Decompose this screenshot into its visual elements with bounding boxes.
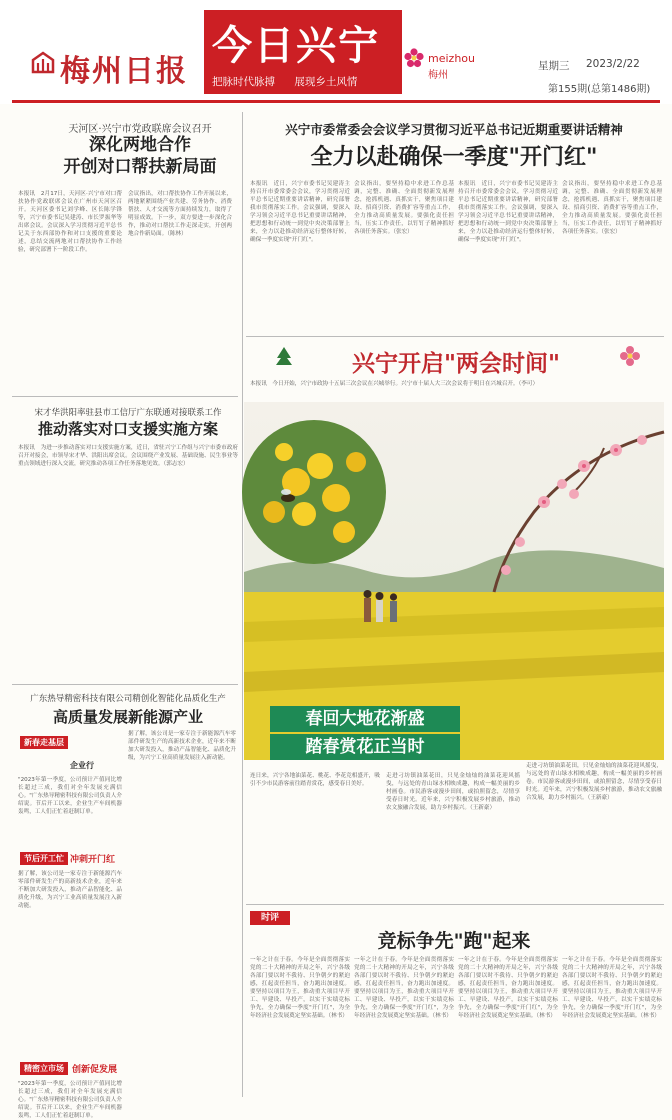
- region-en: meizhou: [428, 52, 475, 65]
- column-label-new-dev: 创新促发展: [72, 1065, 118, 1075]
- column-label-rush: 冲刺开门红: [70, 855, 116, 865]
- article-headline: 竞标争先"跑"起来: [377, 930, 531, 952]
- column-label-precise: 精密立市场: [20, 1062, 68, 1075]
- column-label-enterprise: 企业行: [70, 761, 94, 770]
- slogan-2: 展现乡土风情: [294, 76, 358, 88]
- article-headline: [28, 134, 252, 178]
- article-headline: 全力以赴确保一季度"开门红": [310, 144, 598, 170]
- paper-logo-icon: [30, 50, 56, 76]
- article-headline: 兴宁开启"两会时间": [352, 350, 560, 377]
- article-body: 本报讯 近日，兴宁市委书记吴建涛主持召开市委常委会会议，学习贯彻习近平总书记近期重要讲话精神，研究部署我市贯彻落实工作。会议强调，要深入学习领会习近平总书记重要讲话精神，把思想和行动统一到党中央决策部署上来，全力以赴推动经济运行整体好转，确保一季度实现"开门红"。: [250, 181, 350, 243]
- article-body: 一年之计在于春。今年是全面贯彻落实党的二十大精神的开局之年，兴宁各级各部门要以时不我待、只争朝夕的紧迫感，扛起责任担当，奋力跑出加速度。要坚持以项目为王，推动重大项目早开工、早建设、早投产，以实干实绩竞标争先，全力确保一季度"开门红"，为全年经济社会发展奠定坚实基础。（林书）: [458, 957, 558, 1019]
- article-body: 一年之计在于春。今年是全面贯彻落实党的二十大精神的开局之年，兴宁各级各部门要以时不我待、只争朝夕的紧迫感，扛起责任担当，奋力跑出加速度。要坚持以项目为王，推动重大项目早开工、早建设、早投产，以实干实绩竞标争先，全力确保一季度"开门红"，为全年经济社会发展奠定坚实基础。（林书）: [354, 957, 454, 1019]
- headline-line: 开创对口帮扶新局面: [63, 157, 217, 177]
- section-divider: [12, 396, 238, 397]
- article-body: 本报讯 为进一步推动落实对口支援实施方案，近日，省驻兴宁工作组与兴宁市委市政府召开对接会，市领导宋才华、洪阳出席会议。会议围绕产业发展、基础设施、民生事业等重点领域进行深入交流，研究推动各项工作任务落地见效。（郭志宏）: [18, 445, 238, 467]
- section-divider: [12, 684, 238, 685]
- article-body: 本报讯 2月17日，天河区·兴宁市对口帮扶协作党政联席会议在广州市天河区召开。天河区委书记刘学峰、区长陈学锋等，兴宁市委书记吴建涛、市长罗振华等出席会议。会议深入学习贯彻习近平总书记关于东西部协作和对口支援的重要论述，总结交流两地对口帮扶协作工作经验，研究部署下一阶段工作。: [18, 191, 122, 253]
- article-headline: 高质量发展新能源产业: [52, 708, 203, 726]
- article-body: "2023年第一季度，公司预计产值同比增长超过三成，我们对全年发展充满信心。"广东热导精密科技有限公司负责人介绍说。节后开工以来，企业生产车间机器轰鸣，工人们正忙着赶制订单。: [18, 1081, 122, 1119]
- column-divider: [242, 112, 243, 1097]
- edition-slogans: [212, 74, 373, 89]
- section-divider: [246, 904, 664, 905]
- paper-name: 梅州日报: [60, 54, 188, 89]
- pine-ornament-icon: [272, 344, 296, 368]
- article-headline: 推动落实对口支援实施方案: [37, 420, 218, 438]
- article-body: 本报讯 近日，兴宁市委书记吴建涛主持召开市委常委会会议，学习贯彻习近平总书记近期重要讲话精神，研究部署我市贯彻落实工作。会议强调，要深入学习领会习近平总书记重要讲话精神，把思想和行动统一到党中央决策部署上来，全力以赴推动经济运行整体好转，确保一季度实现"开门红"。: [458, 181, 558, 243]
- column-label-new-year: 新春走基层: [20, 736, 68, 749]
- plum-blossom-icon: [404, 48, 424, 68]
- article-body: 本报讯 今日开始，兴宁市政协十五届三次会议在兴城举行。兴宁市十届人大三次会议将于明日在兴城召开。（李可）: [250, 381, 539, 387]
- article-body: 连日来，兴宁各地油菜花、桃花、李花竞相盛开，吸引不少市民游客前往踏青赏花，感受春日美好。: [250, 773, 380, 787]
- article-body: 一年之计在于春。今年是全面贯彻落实党的二十大精神的开局之年，兴宁各级各部门要以时不我待、只争朝夕的紧迫感，扛起责任担当，奋力跑出加速度。要坚持以项目为王，推动重大项目早开工、早建设、早投产，以实干实绩竞标争先，全力确保一季度"开门红"，为全年经济社会发展奠定坚实基础。（林书）: [250, 957, 350, 1019]
- article-kicker: 兴宁市委常委会会议学习贯彻习近平总书记近期重要讲话精神: [285, 122, 623, 137]
- photo-caption-line: 踏春赏花正当时: [270, 734, 460, 760]
- plum-ornament-icon: [618, 344, 642, 368]
- masthead-rule: [12, 100, 660, 103]
- slogan-1: 把脉时代脉搏: [212, 76, 275, 88]
- section-divider: [246, 336, 664, 337]
- column-label-festival: 节后开工忙: [20, 852, 68, 865]
- headline-line: 深化两地合作: [89, 135, 191, 155]
- article-kicker: 广东热导精密科技有限公司精创化智能化品质化生产: [30, 694, 226, 704]
- masthead: [0, 0, 672, 104]
- region-cn: 梅州: [428, 70, 448, 81]
- issue-date: 2023/2/22: [586, 58, 640, 70]
- feature-photo: [244, 402, 664, 760]
- article-body: 会议指出，对口帮扶协作工作开展以来，两地紧紧围绕产业共建、劳务协作、消费帮扶、人才交流等方面持续发力，取得了明显成效。下一步，双方要进一步深化合作，推动对口帮扶工作走深走实，开创两地合作新局面。（陈林）: [128, 191, 232, 237]
- article-body: 据了解，该公司是一家专注于新能源汽车零部件研发生产的高新技术企业，近年来不断加大研发投入，推动产品智能化、品质化升级，为兴宁工业高质量发展注入新动能。: [128, 731, 236, 761]
- article-body: 走进刁坊镇油菜花田，只见金灿灿的油菜花迎风摇曳，与远处的青山绿水相映成趣，构成一幅美丽的乡村画卷。市民游客或漫步田间，或拍照留念，尽情享受春日时光。近年来，兴宁积极发展乡村旅游，推动农文旅融合发展，助力乡村振兴。（王新豪）: [386, 773, 520, 811]
- article-body: 据了解，该公司是一家专注于新能源汽车零部件研发生产的高新技术企业，近年来不断加大研发投入，推动产品智能化、品质化升级，为兴宁工业高质量发展注入新动能。: [18, 871, 122, 909]
- edition-title: 今日兴宁: [212, 22, 380, 69]
- article-body: 一年之计在于春。今年是全面贯彻落实党的二十大精神的开局之年，兴宁各级各部门要以时不我待、只争朝夕的紧迫感，扛起责任担当，奋力跑出加速度。要坚持以项目为王，推动重大项目早开工、早建设、早投产，以实干实绩竞标争先，全力确保一季度"开门红"，为全年经济社会发展奠定坚实基础。（林书）: [562, 957, 662, 1019]
- article-kicker: 天河区·兴宁市党政联席会议召开: [68, 124, 212, 135]
- article-body: 走进刁坊镇油菜花田，只见金灿灿的油菜花迎风摇曳，与远处的青山绿水相映成趣，构成一幅美丽的乡村画卷。市民游客或漫步田间，或拍照留念，尽情享受春日时光。近年来，兴宁积极发展乡村旅游，推动农文旅融合发展，助力乡村振兴。（王新豪）: [526, 763, 662, 801]
- article-body: 会议指出，要坚持稳中求进工作总基调，完整、准确、全面贯彻新发展理念，抢抓机遇、真抓实干，聚焦项目建设、招商引资、消费扩容等重点工作，全力推动高质量发展。要强化责任担当，压实工作责任，以钉钉子精神抓好各项任务落实。（张宏）: [354, 181, 454, 235]
- photo-caption-line: 春回大地花渐盛: [270, 706, 460, 732]
- article-kicker: 宋才华洪阳率驻县市工信厅广东联通对接联系工作: [34, 408, 222, 418]
- issue-number: 第155期(总第1486期): [548, 84, 651, 95]
- commentary-tag: 时评: [250, 911, 290, 925]
- article-body: 会议指出，要坚持稳中求进工作总基调，完整、准确、全面贯彻新发展理念，抢抓机遇、真抓实干，聚焦项目建设、招商引资、消费扩容等重点工作，全力推动高质量发展。要强化责任担当，压实工作责任，以钉钉子精神抓好各项任务落实。（张宏）: [562, 181, 662, 235]
- weekday: 星期三: [538, 60, 570, 72]
- article-body: "2023年第一季度，公司预计产值同比增长超过三成，我们对全年发展充满信心。"广东热导精密科技有限公司负责人介绍说。节后开工以来，企业生产车间机器轰鸣，工人们正忙着赶制订单。: [18, 777, 122, 815]
